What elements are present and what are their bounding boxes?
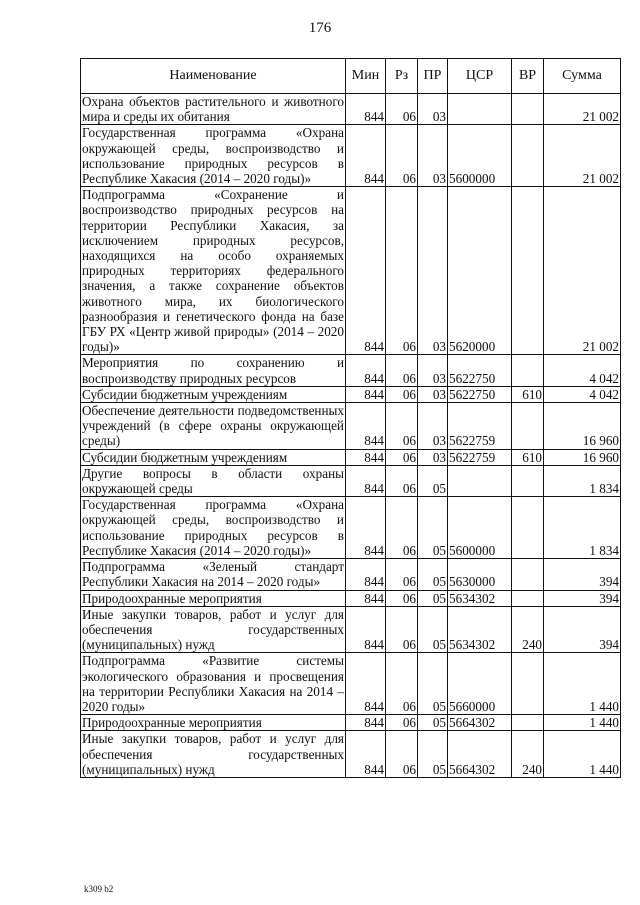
row-csr: 5660000 — [448, 653, 512, 715]
row-min: 844 — [346, 386, 386, 402]
row-name: Обеспечение деятельности подведомственных учреждений (в сфере охраны окружающей среды) — [82, 403, 344, 449]
table-row — [81, 715, 621, 731]
row-vr — [512, 465, 544, 496]
row-sum: 1 440 — [544, 731, 621, 778]
row-sum: 1 440 — [544, 715, 621, 731]
table-row — [81, 653, 621, 715]
row-pr: 03 — [418, 449, 448, 465]
row-pr: 05 — [418, 465, 448, 496]
row-rz: 06 — [386, 606, 418, 653]
row-min: 844 — [346, 125, 386, 187]
row-name: Иные закупки товаров, работ и услуг для обеспечения государственных (муниципальных) нужд — [82, 731, 344, 777]
row-rz: 06 — [386, 715, 418, 731]
footer-code: k309 b2 — [84, 884, 114, 894]
row-pr: 05 — [418, 731, 448, 778]
header-min: Мин — [346, 59, 386, 94]
budget-table — [80, 58, 621, 778]
table-row — [81, 187, 621, 355]
page-number: 176 — [308, 20, 332, 36]
row-pr: 03 — [418, 94, 448, 125]
row-name: Субсидии бюджетным учреждениям — [81, 449, 346, 465]
row-csr: 5600000 — [448, 497, 512, 559]
row-sum: 394 — [544, 606, 621, 653]
row-name: Субсидии бюджетным учреждениям — [81, 386, 346, 402]
table-row — [81, 94, 621, 125]
row-vr: 610 — [512, 449, 544, 465]
row-csr — [448, 94, 512, 125]
row-vr — [512, 187, 544, 355]
row-vr — [512, 715, 544, 731]
table-row — [81, 355, 621, 386]
row-rz: 06 — [386, 731, 418, 778]
row-min: 844 — [346, 606, 386, 653]
table-row — [81, 606, 621, 653]
table-row — [81, 731, 621, 778]
row-min: 844 — [346, 94, 386, 125]
row-name: Природоохранные мероприятия — [81, 590, 346, 606]
row-name: Другие вопросы в области охраны окружающей среды — [82, 465, 344, 497]
row-csr: 5634302 — [448, 590, 512, 606]
row-vr — [512, 590, 544, 606]
row-name: Мероприятия по сохранению и воспроизводству природных ресурсов — [82, 355, 344, 386]
row-pr: 05 — [418, 653, 448, 715]
table-row — [81, 449, 621, 465]
row-pr: 03 — [418, 403, 448, 450]
row-rz: 06 — [386, 94, 418, 125]
row-csr: 5664302 — [448, 731, 512, 778]
row-vr — [512, 559, 544, 590]
row-rz: 06 — [386, 449, 418, 465]
row-pr: 05 — [418, 715, 448, 731]
row-pr: 03 — [418, 125, 448, 187]
table-row — [81, 497, 621, 559]
row-pr: 03 — [418, 386, 448, 402]
row-csr: 5622750 — [448, 386, 512, 402]
table-row — [81, 465, 621, 496]
row-min: 844 — [346, 559, 386, 590]
table-row — [81, 125, 621, 187]
header-name: Наименование — [81, 59, 346, 94]
row-rz: 06 — [386, 653, 418, 715]
table-row — [81, 403, 621, 450]
row-pr: 05 — [418, 559, 448, 590]
row-vr — [512, 125, 544, 187]
header-pr: ПР — [418, 59, 448, 94]
row-csr: 5634302 — [448, 606, 512, 653]
row-vr: 610 — [512, 386, 544, 402]
table-row — [81, 559, 621, 590]
row-pr: 05 — [418, 590, 448, 606]
row-name: Охрана объектов растительного и животного мира и среды их обитания — [82, 94, 344, 125]
row-min: 844 — [346, 355, 386, 386]
row-name: Иные закупки товаров, работ и услуг для обеспечения государственных (муниципальных) нужд — [82, 606, 344, 653]
row-rz: 06 — [386, 497, 418, 559]
row-min: 844 — [346, 497, 386, 559]
row-min: 844 — [346, 187, 386, 355]
row-min: 844 — [346, 731, 386, 778]
row-pr: 03 — [418, 355, 448, 386]
row-vr: 240 — [512, 606, 544, 653]
row-csr: 5622759 — [448, 449, 512, 465]
row-csr: 5622750 — [448, 355, 512, 386]
table-row — [81, 386, 621, 402]
header-csr: ЦСР — [448, 59, 512, 94]
row-sum: 1 834 — [544, 497, 621, 559]
row-sum: 394 — [544, 559, 621, 590]
row-rz: 06 — [386, 386, 418, 402]
row-rz: 06 — [386, 187, 418, 355]
row-min: 844 — [346, 715, 386, 731]
row-sum: 4 042 — [544, 355, 621, 386]
row-sum: 16 960 — [544, 449, 621, 465]
row-min: 844 — [346, 465, 386, 496]
row-min: 844 — [346, 590, 386, 606]
row-csr — [448, 465, 512, 496]
row-rz: 06 — [386, 403, 418, 450]
row-sum: 4 042 — [544, 386, 621, 402]
row-sum: 16 960 — [544, 403, 621, 450]
row-vr — [512, 497, 544, 559]
row-vr — [512, 355, 544, 386]
row-vr: 240 — [512, 731, 544, 778]
row-sum: 394 — [544, 590, 621, 606]
row-name: Подпрограмма «Развитие системы экологического образования и просвещения на территории Республики Хакасия на 2014 – 2020 годы» — [82, 653, 344, 714]
header-vr: ВР — [512, 59, 544, 94]
row-name: Подпрограмма «Сохранение и воспроизводство природных ресурсов на территории Республики Хакасия, за исключением природных ресурсов, находящихся на особо охраняемых природных территориях федерального значения, а также сохранение объектов животного мира, их биологического разнообразия и генетического фонда на базе ГБУ РХ «Центр живой природы» (2014 – 2020 годы)» — [82, 187, 344, 355]
row-rz: 06 — [386, 559, 418, 590]
table-header-row — [81, 59, 621, 94]
row-csr: 5600000 — [448, 125, 512, 187]
row-vr — [512, 653, 544, 715]
row-sum: 1 834 — [544, 465, 621, 496]
row-pr: 03 — [418, 187, 448, 355]
row-min: 844 — [346, 653, 386, 715]
row-name: Подпрограмма «Зеленый стандарт Республики Хакасия на 2014 – 2020 годы» — [82, 559, 344, 590]
row-csr: 5630000 — [448, 559, 512, 590]
row-name: Природоохранные мероприятия — [81, 715, 346, 731]
row-min: 844 — [346, 449, 386, 465]
header-rz: Рз — [386, 59, 418, 94]
row-rz: 06 — [386, 590, 418, 606]
row-pr: 05 — [418, 606, 448, 653]
table-row — [81, 590, 621, 606]
row-csr: 5620000 — [448, 187, 512, 355]
row-rz: 06 — [386, 355, 418, 386]
row-vr — [512, 403, 544, 450]
row-name: Государственная программа «Охрана окружающей среды, воспроизводство и использование природных ресурсов в Республике Хакасия (2014 – 2020 годы)» — [82, 497, 344, 558]
row-name: Государственная программа «Охрана окружающей среды, воспроизводство и использование природных ресурсов в Республике Хакасия (2014 – 2020 годы)» — [82, 125, 344, 187]
row-pr: 05 — [418, 497, 448, 559]
row-csr: 5622759 — [448, 403, 512, 450]
row-vr — [512, 94, 544, 125]
row-rz: 06 — [386, 465, 418, 496]
header-sum: Сумма — [544, 59, 621, 94]
row-min: 844 — [346, 403, 386, 450]
row-sum: 21 002 — [544, 125, 621, 187]
row-sum: 21 002 — [544, 94, 621, 125]
row-sum: 1 440 — [544, 653, 621, 715]
row-sum: 21 002 — [544, 187, 621, 355]
row-csr: 5664302 — [448, 715, 512, 731]
row-rz: 06 — [386, 125, 418, 187]
